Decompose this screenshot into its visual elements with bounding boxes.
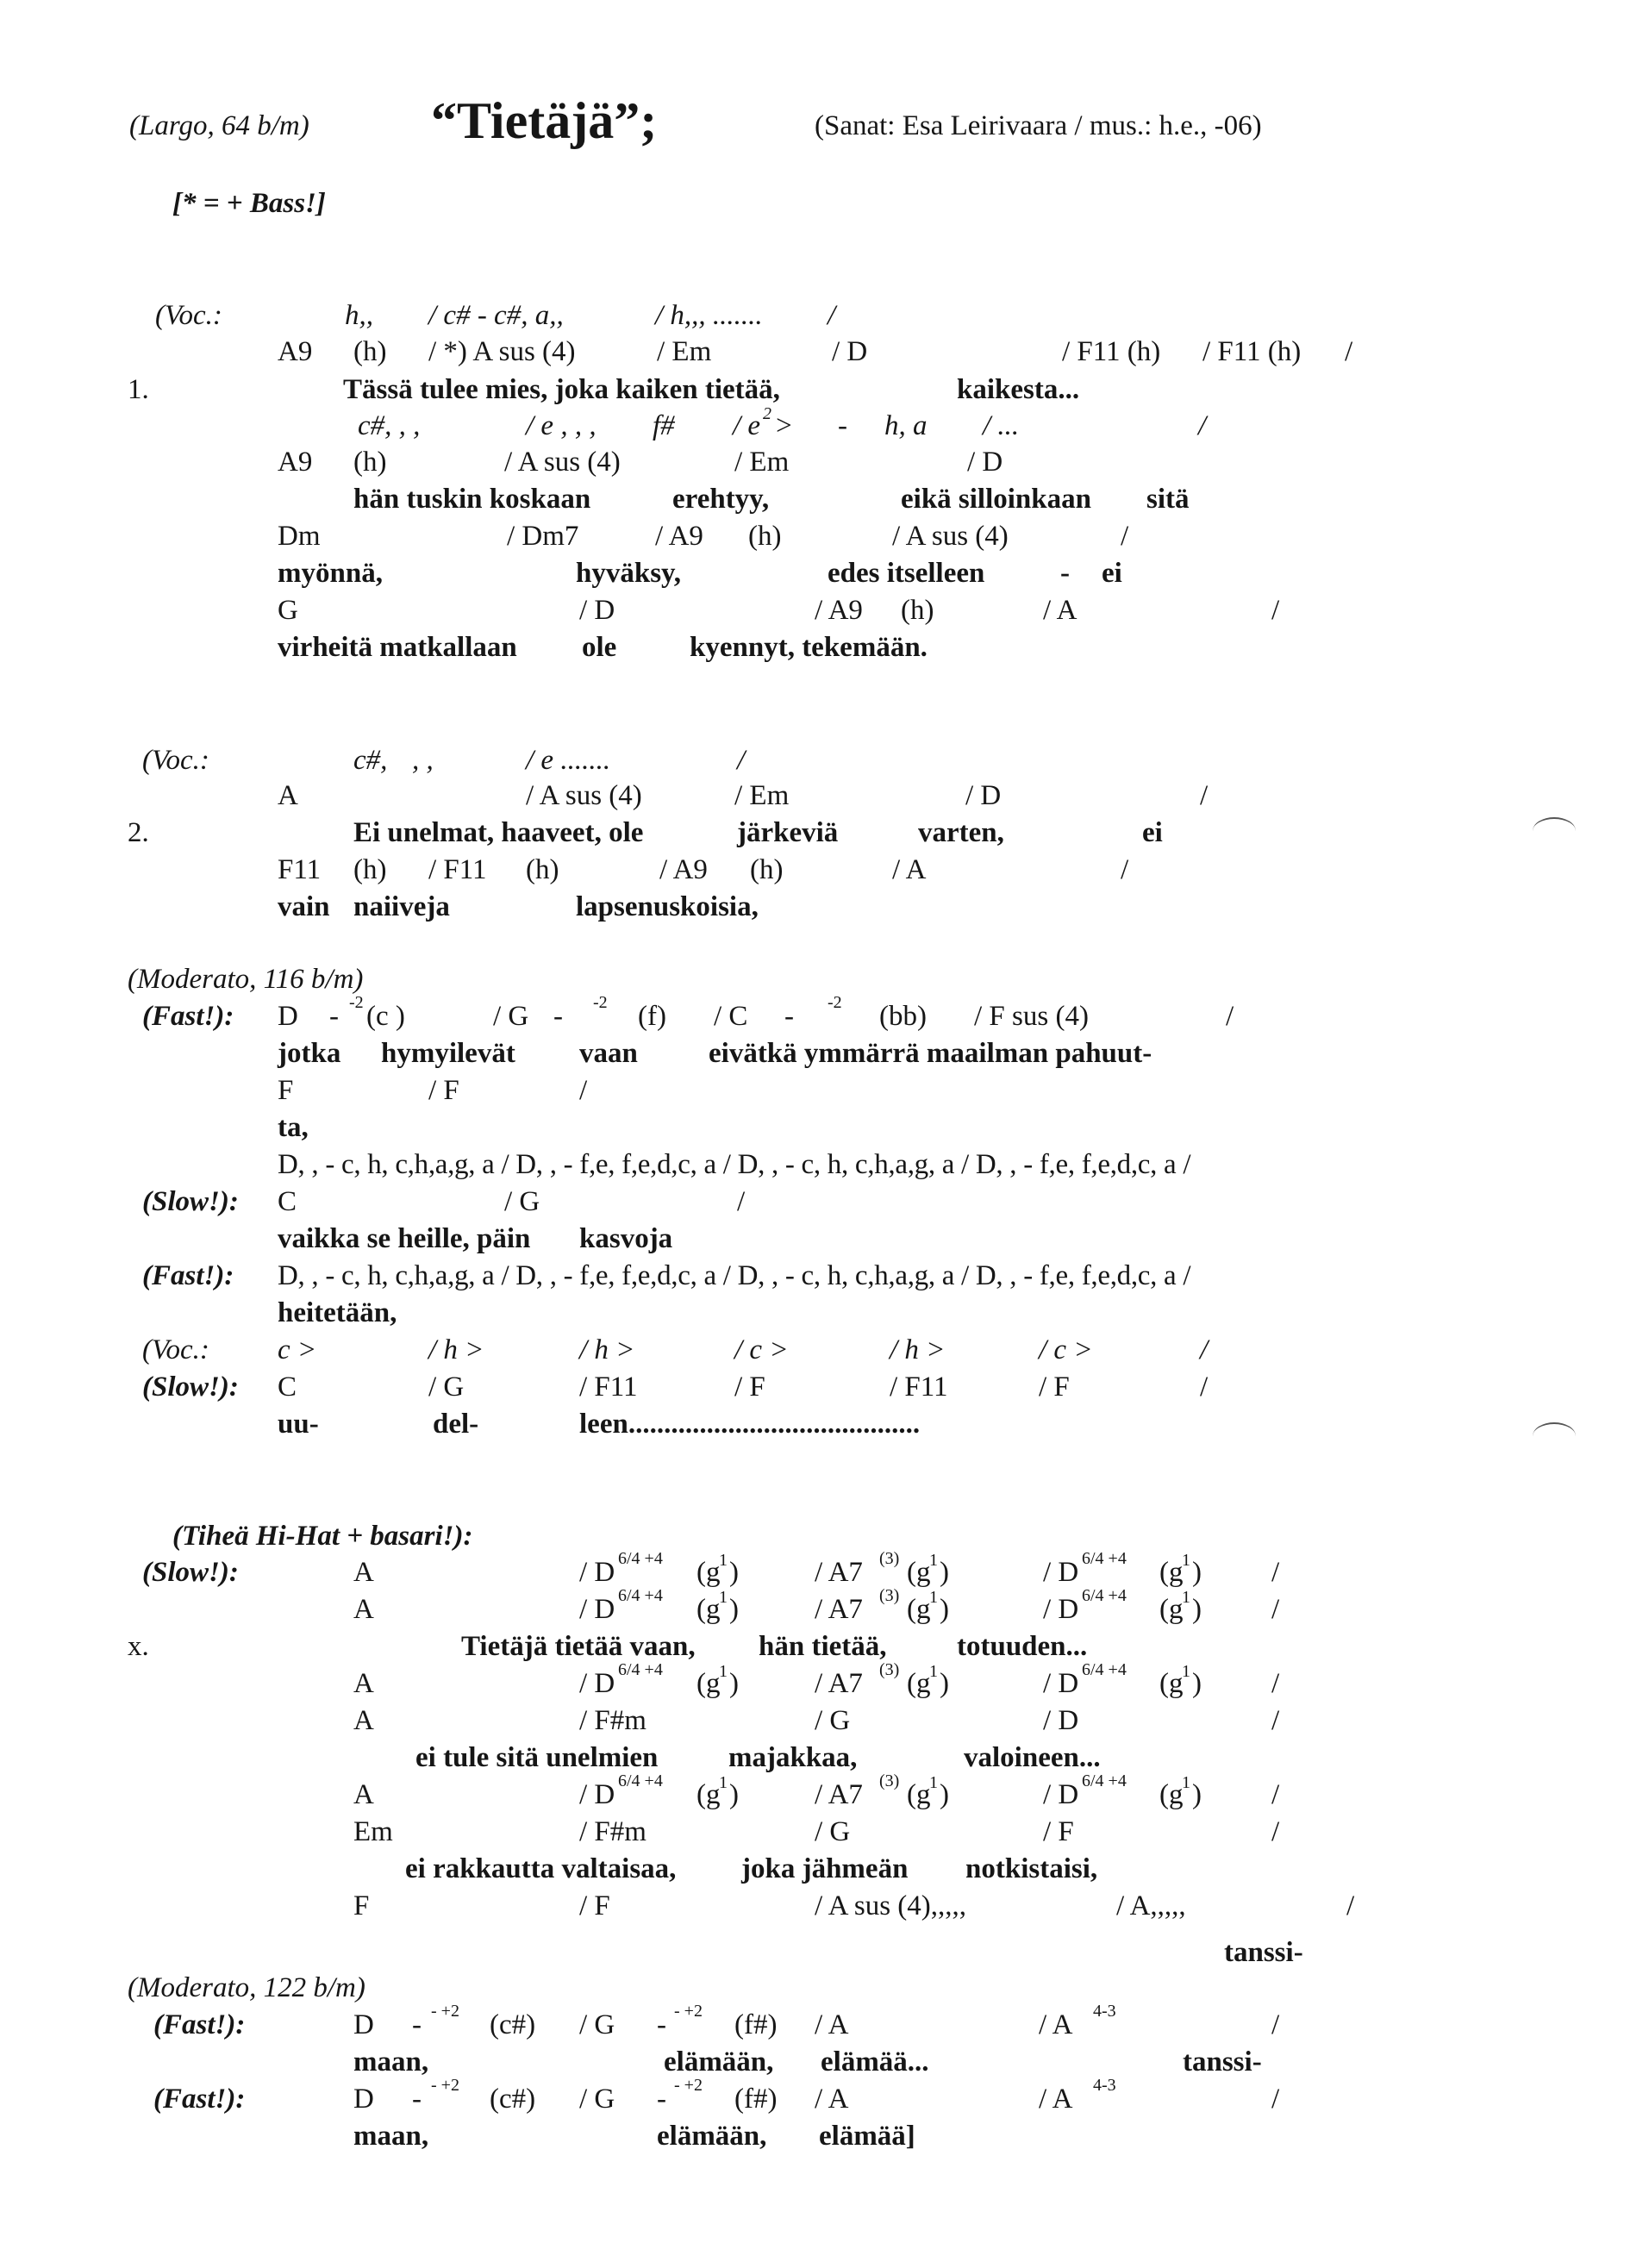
fast-label: (Fast!): <box>142 1001 234 1032</box>
chord: (h) <box>353 447 387 478</box>
chord: A <box>353 1779 374 1810</box>
slow-label: (Slow!): <box>142 1557 239 1588</box>
lyric: naiiveja <box>353 891 450 922</box>
chord: / <box>737 1186 746 1217</box>
lyric: vaan <box>579 1038 638 1069</box>
chord: / G <box>815 1816 851 1847</box>
chord: / <box>1271 595 1280 626</box>
chord: / <box>1121 854 1129 885</box>
vocal-note: c#, <box>353 745 388 776</box>
chord: / A <box>815 2009 849 2040</box>
chord-superscript: 6/4 +4 <box>618 1549 663 1568</box>
chord: / D <box>1043 1557 1079 1588</box>
lyric: leen......................................... <box>579 1409 921 1440</box>
chord: C <box>278 1186 297 1217</box>
chord-superscript: (3) <box>879 1549 900 1568</box>
chord: / Dm7 <box>507 521 579 552</box>
bass-note: ) <box>729 1557 739 1588</box>
lyric: maan, <box>353 2121 429 2152</box>
lyric: Tietäjä tietää vaan, <box>461 1631 696 1662</box>
bass-note: (g <box>696 1594 721 1625</box>
chord: / <box>1271 1594 1280 1625</box>
bass-note-superscript: 1 <box>929 1551 938 1570</box>
chord-superscript: 4-3 <box>1093 2076 1116 2095</box>
chord-superscript: 4-3 <box>1093 2002 1116 2021</box>
chord: / C <box>714 1001 748 1032</box>
lyric: ole <box>582 632 617 663</box>
chord: / F11 <box>890 1371 948 1403</box>
chord: F <box>353 1890 370 1921</box>
vocal-note: c#, , , <box>358 410 421 441</box>
chord: / A <box>892 854 927 885</box>
chord: F <box>278 1075 294 1106</box>
chord: / A,,,,, <box>1116 1890 1186 1921</box>
chord: / F <box>579 1890 610 1921</box>
lyric: valoineen... <box>964 1742 1101 1773</box>
chord-superscript: (3) <box>879 1586 900 1605</box>
lyric: ei rakkautta valtaisaa, <box>405 1853 677 1884</box>
chord: (bb) <box>879 1001 927 1032</box>
chord: A9 <box>278 336 313 367</box>
fast-label: (Fast!): <box>153 2009 246 2040</box>
vocal-note: / h,,, ....... <box>655 300 763 331</box>
lyric: eivätkä ymmärrä maailman pahuut- <box>709 1038 1152 1069</box>
lyric: Tässä tulee mies, joka kaiken tietää, <box>343 374 780 405</box>
chord: F11 <box>278 854 322 885</box>
vocal-note-superscript: 2 <box>763 404 771 423</box>
chord: / Em <box>734 780 790 811</box>
bass-riff: D, , - c, h, c,h,a,g, a / D, , - f,e, f,e,d,c, a / D, , - c, h, c,h,a,g, a / D, , - f,e, f,e,d,c, a / <box>278 1260 1191 1291</box>
chord: (h) <box>353 336 387 367</box>
bass-note: ) <box>729 1668 739 1699</box>
chord: / <box>1271 2084 1280 2115</box>
chord: / G <box>493 1001 529 1032</box>
chord-superscript: -2 <box>349 993 364 1012</box>
bass-note: (g <box>1159 1557 1184 1588</box>
chord: / Em <box>734 447 790 478</box>
lyric: elämää] <box>819 2121 915 2152</box>
chord-superscript: - +2 <box>674 2002 703 2021</box>
chord: / A <box>1039 2084 1073 2115</box>
lyric: del- <box>433 1409 479 1440</box>
lyric: virheitä matkallaan <box>278 632 517 663</box>
chord: / A7 <box>815 1594 863 1625</box>
chord-superscript: (3) <box>879 1660 900 1679</box>
chord: (f#) <box>734 2084 778 2115</box>
chord: / <box>1200 780 1209 811</box>
vocal-note: / <box>1198 410 1207 441</box>
chord: / <box>1271 1779 1280 1810</box>
lyric: sitä <box>1146 484 1190 515</box>
lyric: maan, <box>353 2046 429 2077</box>
bass-note-superscript: 1 <box>929 1662 938 1681</box>
bass-note-superscript: 1 <box>1182 1662 1190 1681</box>
bass-note: (g <box>1159 1779 1184 1810</box>
chord: - <box>412 2009 422 2040</box>
chord: A9 <box>278 447 313 478</box>
vocal-note: / c > <box>1039 1334 1093 1365</box>
tempo-marking: (Largo, 64 b/m) <box>129 110 309 141</box>
chord: (h) <box>526 854 559 885</box>
bass-note: ) <box>729 1779 739 1810</box>
binder-hole <box>1533 817 1576 845</box>
chord-superscript: -2 <box>593 993 608 1012</box>
chord: / <box>1271 2009 1280 2040</box>
chord: - <box>553 1001 563 1032</box>
chord-superscript: 6/4 +4 <box>618 1660 663 1679</box>
bass-note: (g <box>1159 1594 1184 1625</box>
credits: (Sanat: Esa Leirivaara / mus.: h.e., -06) <box>815 110 1262 141</box>
chord: A <box>353 1668 374 1699</box>
bass-note-superscript: 1 <box>929 1773 938 1792</box>
lyric: ei <box>1102 558 1122 589</box>
chord: / F <box>1039 1371 1070 1403</box>
vocal-note: f# <box>653 410 675 441</box>
lyric: hän tuskin koskaan <box>353 484 591 515</box>
verse-number: x. <box>128 1631 149 1662</box>
chord-superscript: 6/4 +4 <box>1082 1660 1127 1679</box>
lyric: tanssi- <box>1224 1937 1303 1968</box>
vocal-note: / h > <box>428 1334 484 1365</box>
chord: / <box>1271 1668 1280 1699</box>
bass-note-superscript: 1 <box>1182 1588 1190 1607</box>
chord: / F <box>1043 1816 1074 1847</box>
chord: / A <box>1039 2009 1073 2040</box>
lyric: hyväksy, <box>576 558 681 589</box>
chord: (h) <box>748 521 782 552</box>
chord: / <box>1226 1001 1234 1032</box>
bass-note-superscript: 1 <box>719 1551 728 1570</box>
chord: / D <box>579 1779 615 1810</box>
lyric: vain <box>278 891 330 922</box>
lyric: - <box>1060 558 1070 589</box>
verse-number: 1. <box>128 374 149 405</box>
chord: Em <box>353 1816 393 1847</box>
chord: / *) A sus (4) <box>428 336 576 367</box>
bass-note: (g <box>907 1779 931 1810</box>
song-title: “Tietäjä”; <box>431 92 658 149</box>
chord: / F11 <box>428 854 487 885</box>
chord: C <box>278 1371 297 1403</box>
chord: / G <box>428 1371 465 1403</box>
chord: / D <box>579 595 615 626</box>
chord: / <box>579 1075 588 1106</box>
chord: / A sus (4) <box>892 521 1009 552</box>
lyric: vaikka se heille, päin <box>278 1223 531 1254</box>
chord: Dm <box>278 521 321 552</box>
chord-superscript: 6/4 +4 <box>618 1771 663 1790</box>
chord: A <box>353 1557 374 1588</box>
chord: / D <box>967 447 1003 478</box>
chord-superscript: - +2 <box>674 2076 703 2095</box>
lyric: elämää... <box>821 2046 929 2077</box>
bass-note-superscript: 1 <box>719 1588 728 1607</box>
lyric: elämään, <box>664 2046 774 2077</box>
lyric: tanssi- <box>1183 2046 1262 2077</box>
bass-note: [* = + Bass!] <box>172 188 326 219</box>
chord: / F sus (4) <box>974 1001 1089 1032</box>
chord: / F <box>428 1075 459 1106</box>
chord: - <box>784 1001 794 1032</box>
chord: D <box>353 2084 374 2115</box>
vocal-note: / h > <box>579 1334 635 1365</box>
lyric: notkistaisi, <box>965 1853 1098 1884</box>
vocal-note: , , <box>412 745 434 776</box>
binder-hole <box>1533 1422 1576 1450</box>
lyric: ei <box>1142 817 1163 848</box>
chord: (c#) <box>490 2084 536 2115</box>
vocal-note: / e <box>733 410 761 441</box>
chord: / A9 <box>659 854 708 885</box>
chord-superscript: (3) <box>879 1771 900 1790</box>
vocal-note: / <box>828 300 836 331</box>
chord: (h) <box>901 595 934 626</box>
tempo-marking: (Moderato, 122 b/m) <box>128 1972 365 2003</box>
vocal-note: / <box>1200 1334 1209 1365</box>
bass-note: (g <box>907 1594 931 1625</box>
chord: / F <box>734 1371 765 1403</box>
lyric: lapsenuskoisia, <box>576 891 759 922</box>
chord: / A9 <box>655 521 703 552</box>
voc-label: (Voc.: <box>142 745 209 776</box>
chord: / D <box>579 1557 615 1588</box>
chord: / G <box>504 1186 540 1217</box>
bass-note-superscript: 1 <box>719 1662 728 1681</box>
bass-note-superscript: 1 <box>1182 1773 1190 1792</box>
chord: / A sus (4) <box>504 447 621 478</box>
lyric: uu- <box>278 1409 319 1440</box>
lyric: kyennyt, tekemään. <box>690 632 928 663</box>
bass-note: (g <box>907 1557 931 1588</box>
lyric: edes itselleen <box>828 558 985 589</box>
chord: (c#) <box>490 2009 536 2040</box>
chord: / D <box>965 780 1002 811</box>
voc-label: (Voc.: <box>142 1334 209 1365</box>
bass-note-superscript: 1 <box>929 1588 938 1607</box>
chord-superscript: 6/4 +4 <box>1082 1549 1127 1568</box>
chord-superscript: - +2 <box>431 2076 459 2095</box>
chord: / A7 <box>815 1779 863 1810</box>
vocal-note: c > <box>278 1334 317 1365</box>
chord-superscript: 6/4 +4 <box>1082 1586 1127 1605</box>
bass-note: ) <box>729 1594 739 1625</box>
bass-note: ) <box>940 1557 949 1588</box>
vocal-note: / c# - c#, a,, <box>428 300 564 331</box>
chord: A <box>353 1705 374 1736</box>
bass-note: (g <box>907 1668 931 1699</box>
chord: / A <box>1043 595 1077 626</box>
chord: / F#m <box>579 1705 646 1736</box>
lyric: heitetään, <box>278 1297 397 1328</box>
chord: / <box>1271 1557 1280 1588</box>
chord: - <box>657 2084 666 2115</box>
chord: - <box>657 2009 666 2040</box>
chord: (h) <box>750 854 784 885</box>
bass-note: (g <box>696 1668 721 1699</box>
chord-superscript: 6/4 +4 <box>1082 1771 1127 1790</box>
bass-note-superscript: 1 <box>719 1773 728 1792</box>
chord: / F#m <box>579 1816 646 1847</box>
chord: / D <box>1043 1594 1079 1625</box>
chord: / G <box>579 2009 615 2040</box>
chord-superscript: - +2 <box>431 2002 459 2021</box>
chord: / A7 <box>815 1557 863 1588</box>
lyric: hän tietää, <box>759 1631 887 1662</box>
vocal-note: / e , , , <box>526 410 597 441</box>
vocal-note: / c > <box>734 1334 789 1365</box>
bass-note: ) <box>940 1594 949 1625</box>
chord: / <box>1345 336 1353 367</box>
chord: D <box>353 2009 374 2040</box>
bass-note: ) <box>1192 1557 1202 1588</box>
bass-riff: D, , - c, h, c,h,a,g, a / D, , - f,e, f,e,d,c, a / D, , - c, h, c,h,a,g, a / D, , - f,e, f,e,d,c, a / <box>278 1149 1191 1180</box>
lyric: varten, <box>918 817 1004 848</box>
chord-superscript: 6/4 +4 <box>618 1586 663 1605</box>
fast-label: (Fast!): <box>153 2084 246 2115</box>
slow-label: (Slow!): <box>142 1186 239 1217</box>
lyric: kasvoja <box>579 1223 673 1254</box>
vocal-note: / h > <box>890 1334 946 1365</box>
chord: / F11 (h) <box>1062 336 1161 367</box>
chord: / <box>1121 521 1129 552</box>
bass-note: (g <box>696 1557 721 1588</box>
bass-note: (g <box>1159 1668 1184 1699</box>
chord: / G <box>579 2084 615 2115</box>
bass-note: ) <box>940 1668 949 1699</box>
verse-number: 2. <box>128 817 149 848</box>
vocal-note: / e ....... <box>526 745 611 776</box>
tempo-marking: (Moderato, 116 b/m) <box>128 964 364 995</box>
bass-note: ) <box>1192 1779 1202 1810</box>
chord: / A9 <box>815 595 863 626</box>
chord: / Em <box>657 336 712 367</box>
vocal-note: / <box>737 745 746 776</box>
chord-superscript: -2 <box>828 993 842 1012</box>
chord: / F11 (h) <box>1202 336 1302 367</box>
lyric: ei tule sitä unelmien <box>415 1742 659 1773</box>
lyric: totuuden... <box>957 1631 1088 1662</box>
chord: / G <box>815 1705 851 1736</box>
chord: / <box>1271 1816 1280 1847</box>
chord: / A <box>815 2084 849 2115</box>
chord: A <box>278 780 298 811</box>
vocal-note: > <box>774 410 794 441</box>
chord: (f#) <box>734 2009 778 2040</box>
bass-note: (g <box>696 1779 721 1810</box>
chorus-header: (Tiheä Hi-Hat + basari!): <box>172 1521 473 1552</box>
lyric: järkeviä <box>737 817 839 848</box>
slow-label: (Slow!): <box>142 1371 239 1403</box>
lyric: ta, <box>278 1112 309 1143</box>
fast-label: (Fast!): <box>142 1260 234 1291</box>
chord: / D <box>579 1594 615 1625</box>
chord: - <box>329 1001 339 1032</box>
lyric: erehtyy, <box>672 484 770 515</box>
vocal-note: h, a <box>884 410 928 441</box>
chord: / A7 <box>815 1668 863 1699</box>
chord: (h) <box>353 854 387 885</box>
vocal-note: / ... <box>983 410 1020 441</box>
chord: / A sus (4) <box>526 780 642 811</box>
chord: A <box>353 1594 374 1625</box>
chord: G <box>278 595 298 626</box>
lyric: eikä silloinkaan <box>901 484 1091 515</box>
lyric: elämään, <box>657 2121 767 2152</box>
bass-note: ) <box>1192 1594 1202 1625</box>
chord: (f) <box>638 1001 666 1032</box>
lyric: myönnä, <box>278 558 383 589</box>
lyric: Ei unelmat, haaveet, ole <box>353 817 644 848</box>
lyric: hymyilevät <box>381 1038 515 1069</box>
chord: / <box>1346 1890 1355 1921</box>
bass-note: ) <box>940 1779 949 1810</box>
chord: / D <box>1043 1779 1079 1810</box>
chord: / <box>1271 1705 1280 1736</box>
chord: / D <box>1043 1705 1079 1736</box>
vocal-note: - <box>838 410 847 441</box>
voc-label: (Voc.: <box>155 300 222 331</box>
lyric: kaikesta... <box>957 374 1080 405</box>
chord: / A sus (4),,,,, <box>815 1890 967 1921</box>
chord: / D <box>832 336 868 367</box>
chord: D <box>278 1001 298 1032</box>
chord: / <box>1200 1371 1209 1403</box>
chord: / D <box>1043 1668 1079 1699</box>
chord: / F11 <box>579 1371 638 1403</box>
lyric: joka jähmeän <box>741 1853 909 1884</box>
vocal-note: h,, <box>345 300 373 331</box>
lyric: majakkaa, <box>728 1742 858 1773</box>
lyric: jotka <box>278 1038 341 1069</box>
chord: (c ) <box>366 1001 405 1032</box>
chord: / D <box>579 1668 615 1699</box>
bass-note: ) <box>1192 1668 1202 1699</box>
bass-note-superscript: 1 <box>1182 1551 1190 1570</box>
chord: - <box>412 2084 422 2115</box>
